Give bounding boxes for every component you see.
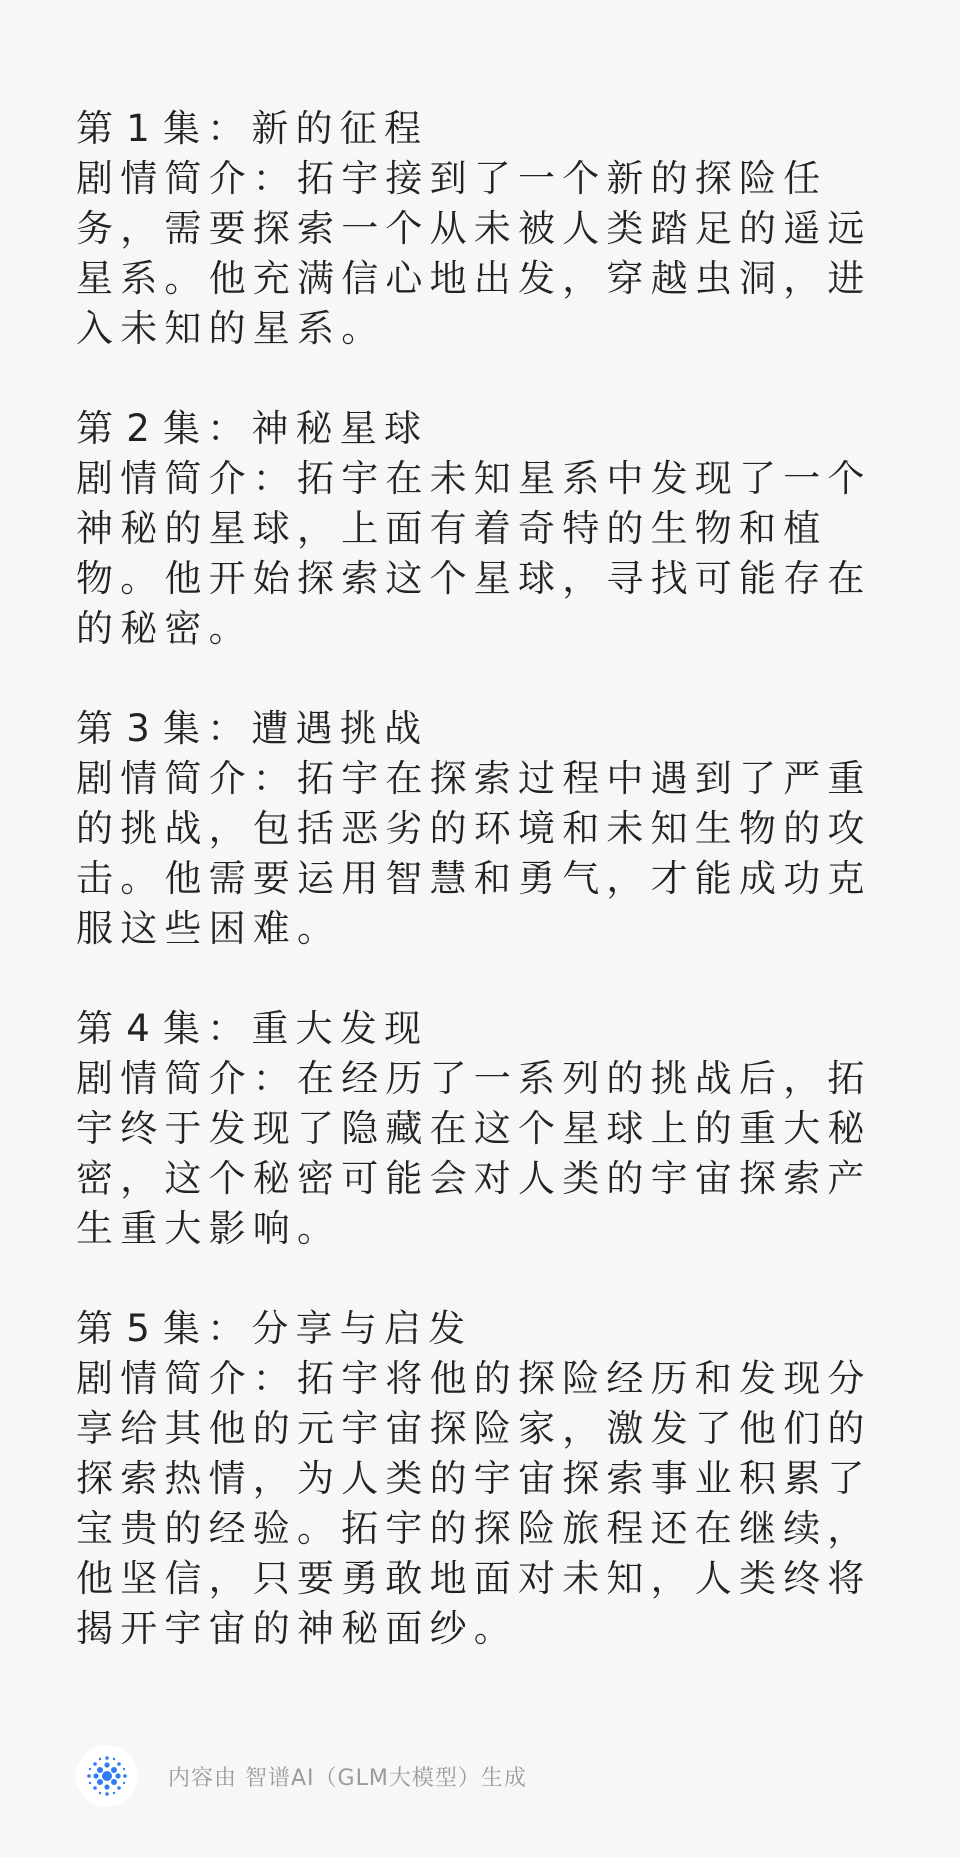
episode-summary: 剧情简介：在经历了一系列的挑战后，拓宇终于发现了隐藏在这个星球上的重大秘密，这个秘密可能会对人类的宇宙探索产生重大影响。 — [76, 1057, 872, 1250]
episode-title — [76, 1304, 896, 1354]
episode-number: 5 — [126, 1307, 157, 1350]
zhipu-logo-graphic — [81, 1750, 133, 1802]
episode-title — [76, 404, 896, 454]
episode-prefix: 第 — [76, 1307, 121, 1350]
episode-summary: 剧情简介：拓宇将他的探险经历和发现分享给其他的元宇宙探险家，激发了他们的探索热情，为人类的宇宙探索事业积累了宝贵的经验。拓宇的探险旅程还在继续，他坚信，只要勇敢地面对未知，人类终将揭开宇宙的神秘面纱。 — [76, 1357, 872, 1650]
episode-prefix: 第 — [76, 407, 121, 450]
episode-prefix: 第 — [76, 1007, 121, 1050]
episode-suffix: 集： — [162, 407, 252, 450]
episode-2 — [76, 404, 896, 654]
episode-number: 1 — [126, 107, 157, 150]
zhipu-logo-icon — [76, 1745, 138, 1807]
episode-title — [76, 704, 896, 754]
episode-summary: 剧情简介：拓宇在探索过程中遇到了严重的挑战，包括恶劣的环境和未知生物的攻击。他需要运用智慧和勇气，才能成功克服这些困难。 — [76, 757, 872, 950]
episode-3 — [76, 704, 896, 954]
episode-5 — [76, 1304, 896, 1654]
episode-suffix: 集： — [162, 1007, 252, 1050]
episode-number: 3 — [126, 707, 157, 750]
episode-suffix: 集： — [162, 707, 252, 750]
footer — [76, 1743, 527, 1809]
episode-list — [76, 104, 896, 1704]
footer-text: 内容由 智谱AI（GLM大模型）生成 — [168, 1765, 527, 1791]
episode-prefix: 第 — [76, 707, 121, 750]
episode-summary: 剧情简介：拓宇接到了一个新的探险任务，需要探索一个从未被人类踏足的遥远星系。他充满信心地出发，穿越虫洞，进入未知的星系。 — [76, 157, 872, 350]
episode-prefix: 第 — [76, 107, 121, 150]
episode-name: 分享与启发 — [251, 1307, 473, 1350]
episode-4 — [76, 1004, 896, 1254]
episode-suffix: 集： — [162, 1307, 252, 1350]
episode-name: 遭遇挑战 — [251, 707, 429, 750]
episode-name: 新的征程 — [251, 107, 429, 150]
episode-title — [76, 104, 896, 154]
episode-name: 重大发现 — [251, 1007, 429, 1050]
episode-1 — [76, 104, 896, 354]
episode-summary: 剧情简介：拓宇在未知星系中发现了一个神秘的星球，上面有着奇特的生物和植物。他开始探索这个星球，寻找可能存在的秘密。 — [76, 457, 872, 650]
episode-title — [76, 1004, 896, 1054]
episode-name: 神秘星球 — [251, 407, 429, 450]
episode-suffix: 集： — [162, 107, 252, 150]
episode-number: 2 — [126, 407, 157, 450]
episode-number: 4 — [126, 1007, 157, 1050]
